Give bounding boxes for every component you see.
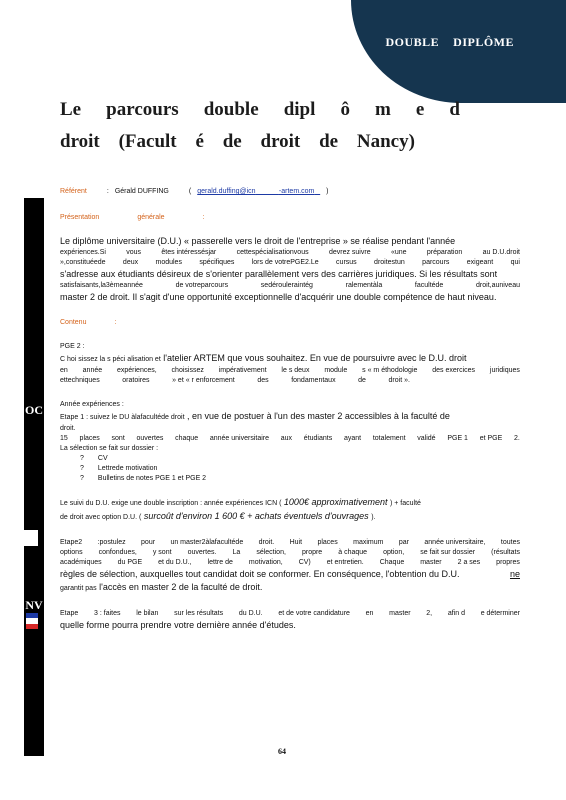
- sidebar-oc-icon: OC: [25, 403, 43, 417]
- etape2-line-2-word: (résultats: [491, 549, 520, 556]
- etape2-line-1-word: Huit: [289, 539, 303, 546]
- dossier-list-item: ? Lettrede motivation: [80, 465, 158, 472]
- places-line-word: aux: [280, 435, 293, 442]
- places-line-word: sont: [111, 435, 125, 442]
- main-content: [60, 187, 520, 632]
- para1-line-2-word: expériences.Si: [60, 249, 106, 256]
- etape2-line-3-word: et du D.U.,: [158, 559, 192, 566]
- etape2-line-2-word: y sont: [152, 549, 172, 556]
- para1-line-3-word: parcours: [422, 259, 450, 266]
- etape2-line-3-word: motivation,: [248, 559, 283, 566]
- places-line-word: ayant: [343, 435, 362, 442]
- title-line-2-word: (Facult: [118, 131, 177, 152]
- para1-line-3-word: deux: [122, 259, 139, 266]
- pge2-line-2-word: expériences,: [116, 367, 157, 374]
- para1-line-5-word: de votreparcours: [175, 282, 229, 289]
- para1-line-5-word: droit,auniveau: [476, 282, 520, 289]
- sidebar-white-block: [24, 530, 38, 546]
- pge2-line-2-word: juridiques: [489, 367, 520, 374]
- pge2-line-2: [60, 366, 520, 376]
- pge2-line-2-word: choisissez: [171, 367, 204, 374]
- title-line-2-word: é: [195, 131, 204, 152]
- etape3-line-1-word: et de votre candidature: [278, 610, 350, 617]
- title-line-1-word: d: [449, 99, 460, 120]
- pge2-line-3-word: droit ».: [388, 377, 410, 384]
- etape2-line-2-word: propre: [301, 549, 323, 556]
- etape2-line-1-word: toutes: [500, 539, 520, 546]
- page-title: [60, 94, 460, 158]
- etape2-line-1-word: par: [398, 539, 409, 546]
- para1-line-3-word: lors de votrePGE2.Le: [251, 259, 319, 266]
- para1-line-3-word: modules: [155, 259, 182, 266]
- etape2-line-2-word: à chaque: [338, 549, 368, 556]
- etape2-line-1-word: Etape2: [60, 539, 83, 546]
- sidebar-bar: [24, 198, 44, 756]
- para1-line-2-word: vous: [126, 249, 142, 256]
- etape2-line-1-word: :postulez: [97, 539, 126, 546]
- para1-line-3-word: qui: [510, 259, 520, 266]
- pge2-section: PGE 2 : C hoi sissez la s péci alisation et l'atelier ARTEM que vous souhaitez. En vue de poursuivre avec le D.U. droit en année expériences, choisissez impérativement le s deux module s « m éthodologie des exercices juridiques ettechniques oratoires » et « r enforcement des fondamentaux de droit ».: [60, 343, 520, 384]
- page-number: 64: [278, 747, 286, 756]
- title-line-1-word: double: [203, 99, 259, 120]
- pge2-line-2-word: s « m éthodologie: [362, 367, 418, 374]
- dossier-list-item: ? Bulletins de notes PGE 1 et PGE 2: [80, 475, 207, 482]
- pge2-line-2-word: le s deux: [281, 367, 310, 374]
- para1-line-3-word: droitestun: [374, 259, 405, 266]
- bullet-icon: ?: [80, 475, 84, 482]
- pge2-line-3-word: ettechniques: [60, 377, 100, 384]
- dossier-list-item: ? CV: [80, 455, 108, 462]
- title-line-1-word: parcours: [106, 99, 179, 120]
- title-line-1-word: e: [415, 99, 425, 120]
- pge2-line-3-word: fondamentaux: [291, 377, 336, 384]
- etape2-line-3-word: académiques: [60, 559, 102, 566]
- etape3-section: Etape 3 : faites le bilan sur les résultats du D.U. et de votre candidature en master 2, afin d e déterminer quelle forme pourra prendre votre dernière année d'études.: [60, 610, 520, 630]
- etape2-line-3-word: du PGE: [117, 559, 143, 566]
- para1-line-2-word: préparation: [426, 249, 463, 256]
- etape3-line-1-word: afin d: [447, 610, 465, 617]
- etape2-line-1-word: un master2àlafacultéde: [170, 539, 244, 546]
- etape2-section: Etape2 :postulez pour un master2àlafacultéde droit. Huit places maximum par année universitaire, toutes options confondues, y sont ouvertes. La sélection, propre à chaque option, se fait sur dossier (résultats académiques du PGE et du D.U., lettre de motivation, CV) et entretien. Chaque master 2 a ses propres règles de sélection, auxquelles tout candidat doit se conformer. En conséquence, l'obtention du D.U. ne garantit pas l'accès en master 2 de la faculté de droit.: [60, 539, 520, 592]
- title-line-2-word: de: [319, 131, 339, 152]
- etape2-line-2-word: ouvertes.: [187, 549, 217, 556]
- pge2-line-3-word: » et « r enforcement: [172, 377, 235, 384]
- places-line-word: 15: [60, 435, 68, 442]
- etape2-line-1-word: droit.: [258, 539, 275, 546]
- etape2-line-2: [60, 548, 520, 558]
- para1-line-2: [60, 248, 520, 258]
- places-line-word: étudiants: [303, 435, 333, 442]
- para1-line-5-word: satisfaisants,la3èmeannée: [60, 282, 143, 289]
- etape3-line-1-word: du D.U.: [238, 610, 263, 617]
- para1-line-2-word: au D.U.droit: [482, 249, 520, 256]
- pge2-line-3-word: de: [358, 377, 366, 384]
- pge2-line-3-word: des: [257, 377, 269, 384]
- etape3-line-1-word: master: [389, 610, 411, 617]
- presentation-paragraph: Le diplôme universitaire (D.U.) « passerelle vers le droit de l'entreprise » se réalise pendant l'année expériences.Si vous êtes intéressésjar cettespécialisationvous devrez suivre «une préparation au D.U.droit »,constituéede deux modules spécifiques lors de votrePGE2.Le cursus droitestun parcours exigeant qui s'adresse aux étudiants désireux de s'orienter parallèlement vers des carrières juridiques. Si les résultats sont satisfaisants,la3èmeannée de votreparcours sedérouleraintég ralementàla facultéde droit,auniveau master 2 de droit. Il s'agit d'une opportunité exceptionnelle d'acquérir une double compétence de haut niveau.: [60, 236, 520, 302]
- etape2-line-1-word: maximum: [353, 539, 384, 546]
- para1-line-3: [60, 258, 520, 268]
- places-line-word: totalement: [372, 435, 406, 442]
- para1-line-3-word: spécifiques: [199, 259, 235, 266]
- pge2-line-2-word: impérativement: [218, 367, 267, 374]
- etape2-line-2-word: confondues,: [98, 549, 137, 556]
- etape3-line-1-word: en: [365, 610, 374, 617]
- header-corner-shape: [351, 0, 566, 103]
- bullet-icon: ?: [80, 465, 84, 472]
- etape2-line-3-word: Chaque: [379, 559, 405, 566]
- places-line-word: ouvertes: [136, 435, 164, 442]
- places-line-word: année universitaire: [209, 435, 269, 442]
- para1-line-2-word: devrez suivre: [328, 249, 371, 256]
- title-line-1-word: m: [375, 99, 391, 120]
- cost-section: Le suivi du D.U. exige une double inscription : année expériences ICN ( 1000€ approximativement ) + faculté de droit avec option D.U. ( surcoût d'environ 1 600 € + achats éventuels d'ouvrages ).: [60, 497, 421, 521]
- title-line-1-word: Le: [60, 99, 82, 120]
- etape2-line-1-word: année universitaire,: [424, 539, 486, 546]
- etape2-line-3-word: CV): [298, 559, 311, 566]
- referent-name: Gérald DUFFING: [114, 188, 169, 195]
- pge2-line-3-word: oratoires: [122, 377, 150, 384]
- para1-line-2-word: «une: [390, 249, 407, 256]
- dossier-list: [60, 454, 520, 484]
- etape3-line-1-word: 2,: [426, 610, 433, 617]
- pge2-line-3: [60, 376, 520, 386]
- para1-line-3-word: cursus: [336, 259, 357, 266]
- etape3-line-1-word: Etape: [60, 610, 79, 617]
- referent-line: Référent : Gérald DUFFING ( gerald.duffing@icn -artem.com ): [60, 188, 329, 195]
- places-line: [60, 434, 520, 444]
- sidebar-nv-icon: NV: [25, 598, 43, 612]
- para1-line-2-word: cettespécialisationvous: [236, 249, 309, 256]
- etape3-line-1-word: e déterminer: [480, 610, 520, 617]
- title-line-2: [60, 126, 415, 158]
- etape2-line-3-word: 2 a ses: [457, 559, 481, 566]
- pge2-line-2-word: année: [82, 367, 103, 374]
- etape2-line-3-word: propres: [496, 559, 520, 566]
- etape2-line-2-word: sélection,: [256, 549, 286, 556]
- etape2-line-1-word: places: [317, 539, 338, 546]
- places-line-word: PGE 1: [447, 435, 468, 442]
- places-line-word: validé: [417, 435, 436, 442]
- presentation-heading: Présentation générale :: [60, 214, 205, 221]
- title-line-2-word: Nancy): [356, 131, 415, 152]
- title-line-1-word: ô: [340, 99, 350, 120]
- annee-section: Année expériences : Etape 1 : suivez le DU àlafacultéde droit , en vue de postuer à l'un des master 2 accessibles à la faculté de droit. 15 places sont ouvertes chaque année universitaire aux étudiants ayant totalement validé PGE 1 et PGE 2. La sélection se fait sur dossier : ? CV ? Lettrede motivation ? Bulletins de notes PGE 1 et PGE 2: [60, 401, 520, 482]
- pge2-line-2-word: en: [60, 367, 68, 374]
- etape3-line-1-word: 3 : faites: [94, 610, 121, 617]
- etape2-line-3-word: lettre de: [207, 559, 233, 566]
- places-line-word: 2.: [514, 435, 520, 442]
- french-flag-icon: [26, 613, 38, 629]
- places-line-word: chaque: [175, 435, 199, 442]
- places-line-word: places: [79, 435, 100, 442]
- referent-email-link[interactable]: gerald.duffing@icn -artem.com: [197, 188, 315, 195]
- etape2-line-2-word: se fait sur dossier: [420, 549, 476, 556]
- para1-line-5-word: sedérouleraintég: [260, 282, 313, 289]
- etape2-line-1-word: pour: [141, 539, 156, 546]
- etape2-line-2-word: option,: [383, 549, 405, 556]
- title-line-2-word: droit: [260, 131, 301, 152]
- etape3-line-1: [60, 609, 520, 619]
- pge2-heading: PGE 2 :: [60, 343, 85, 350]
- etape3-line-1-word: sur les résultats: [174, 610, 224, 617]
- pge2-line-2-word: module: [324, 367, 348, 374]
- para1-line-2-word: êtes intéressésjar: [161, 249, 217, 256]
- etape3-line-1-word: le bilan: [136, 610, 159, 617]
- title-line-2-word: droit: [60, 131, 100, 152]
- title-line-2-word: de: [222, 131, 242, 152]
- para1-line-5-word: facultéde: [414, 282, 444, 289]
- double-diplome-badge: DOUBLE DIPLÔME: [385, 35, 514, 49]
- referent-label: Référent: [60, 188, 87, 195]
- etape2-line-3-word: master: [420, 559, 442, 566]
- contenu-heading: Contenu :: [60, 319, 117, 326]
- etape2-line-3: [60, 558, 520, 568]
- places-line-word: et PGE: [479, 435, 503, 442]
- para1-line-5-word: ralementàla: [345, 282, 383, 289]
- etape2-line-2-word: La: [232, 549, 241, 556]
- title-line-1-word: dipl: [283, 99, 316, 120]
- pge2-line-2-word: des exercices: [432, 367, 476, 374]
- para1-line-3-word: exigeant: [466, 259, 494, 266]
- etape2-line-1: [60, 538, 520, 548]
- title-line-1: [60, 94, 460, 126]
- para1-line-3-word: »,constituéede: [60, 259, 106, 266]
- etape2-line-3-word: et entretien.: [326, 559, 364, 566]
- etape2-line-2-word: options: [60, 549, 83, 556]
- annee-heading: Année expériences :: [60, 401, 124, 408]
- bullet-icon: ?: [80, 455, 84, 462]
- para1-line-5: [60, 281, 520, 291]
